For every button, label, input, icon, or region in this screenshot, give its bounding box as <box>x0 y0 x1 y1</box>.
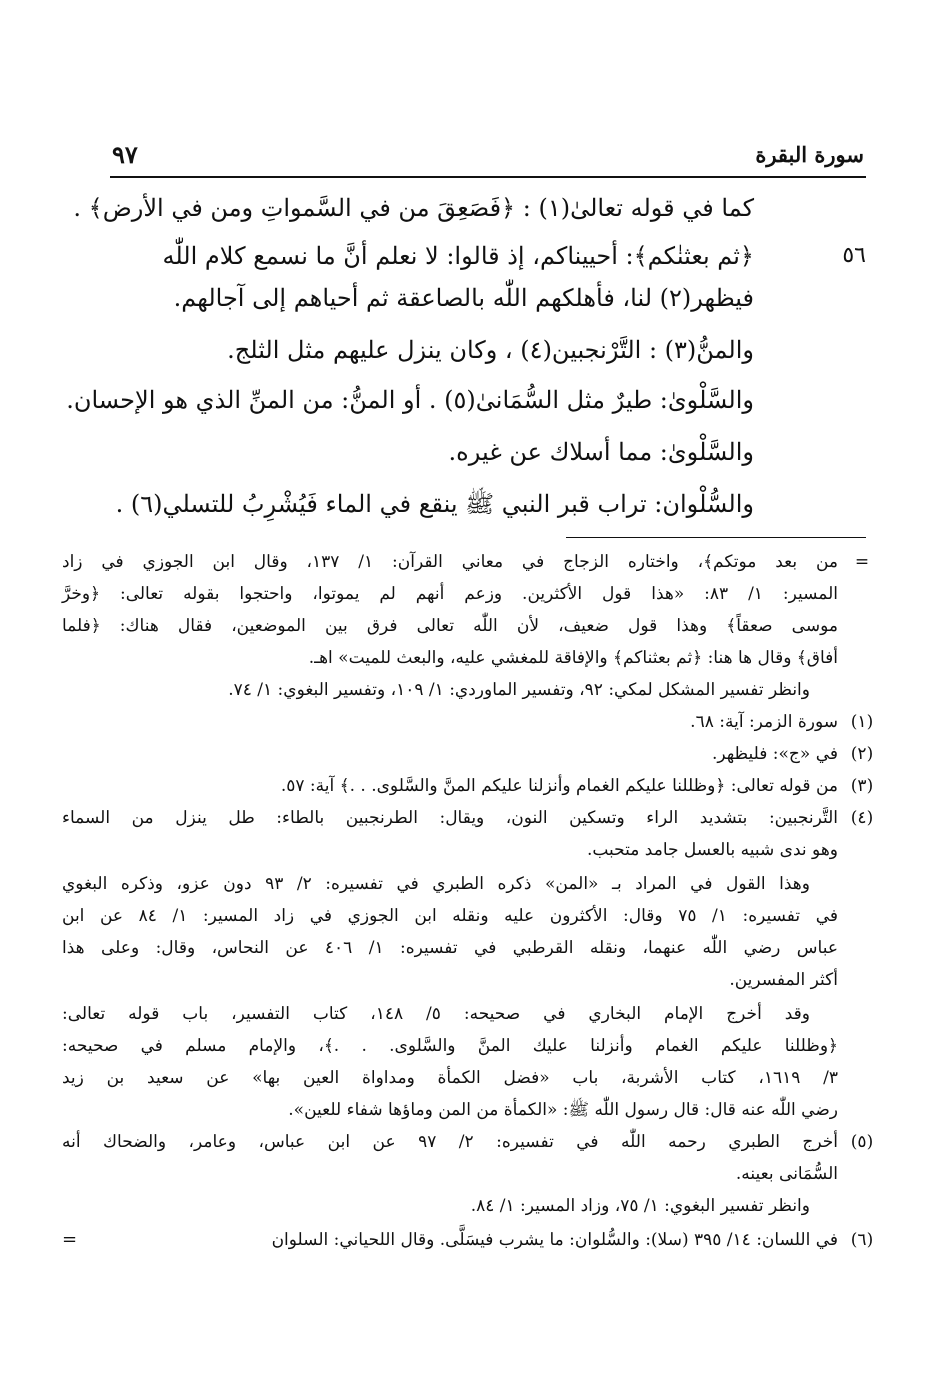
main-line <box>66 380 866 420</box>
header-rule <box>110 176 866 178</box>
footnote-line <box>62 642 880 674</box>
running-header <box>112 142 864 176</box>
footnote-text: وهو ندى شبيه بالعسل جامد متحبب. <box>586 840 838 860</box>
footnote-line <box>62 1126 880 1158</box>
footnote-text: في اللسان: ١٤/ ٣٩٥ (سلا): والسُّلوان: ما يشرب فيسَلَّى. وقال اللحياني: السلوان <box>271 1230 838 1250</box>
footnote-line <box>62 674 880 706</box>
main-line-text: والسُّلْوان: تراب قبر النبي ﷺ ينقع في الماء فَيُشْرِبُ للتسلي(٦) . <box>115 490 754 518</box>
surah-title: سورة البقرة <box>755 142 864 167</box>
footnote-line <box>62 770 880 802</box>
footnote-line <box>62 1224 880 1256</box>
main-line <box>110 484 866 524</box>
footnote-text: السُّمَانى بعينه. <box>735 1164 838 1184</box>
footnote-line <box>62 578 880 610</box>
verse-number: ٥٦ <box>842 243 866 268</box>
footnote-marker: (٥) <box>850 1132 874 1152</box>
footnote-line <box>62 802 880 834</box>
footnote-line <box>62 1190 880 1222</box>
footnote-text: سورة الزمر: آية: ٦٨. <box>690 712 838 732</box>
footnote-line <box>62 706 880 738</box>
footnote-text: في «ج»: فليظهر. <box>711 744 838 764</box>
main-line-text: والمنُّ(٣) : التَّرْنجبين(٤) ، وكان ينزل عليهم مثل الثلج. <box>227 336 754 364</box>
footnote-line <box>62 546 880 578</box>
main-line-text: والسَّلْوىٰ: مما أسلاك عن غيره. <box>448 438 754 466</box>
footnote-text: أكثر المفسرين. <box>729 970 838 990</box>
footnote-marker: (٣) <box>850 776 874 796</box>
footnote-line <box>62 834 880 866</box>
footnote-line <box>62 1030 880 1062</box>
main-line-text: كما في قوله تعالىٰ(١) : ﴿فَصَعِقَ من في السَّمواتِ ومن في الأرض﴾ . <box>73 194 754 222</box>
footnote-text: رضي اللّٰه عنه قال: قال رسول اللّٰه ﷺ: «الكمأة من المن وماؤها شفاء للعين». <box>288 1100 838 1120</box>
footnote-line <box>62 998 880 1030</box>
main-line-text: والسَّلْوىٰ: طيرٌ مثل السُّمَانىٰ(٥) . أو المنُّ: من المنِّ الذي هو الإحسان. <box>66 386 754 414</box>
main-line-text: ﴿ثم بعثنٰكم﴾: أحييناكم، إذ قالوا: لا نعلم أنَّ ما نسمع كلام اللّٰه <box>162 242 754 270</box>
footnote-text: وقد أخرج الإمام البخاري في صحيحه: ٥/ ١٤٨، كتاب التفسير، باب قوله تعالى: <box>62 1004 810 1024</box>
footnote-marker: (٢) <box>850 744 874 764</box>
footnote-text: ٣/ ١٦١٩، كتاب الأشربة، باب «فضل الكمأة ومداواة العين بها» عن سعيد بن زيد <box>62 1068 838 1088</box>
footnote-line <box>62 738 880 770</box>
main-line <box>110 330 866 370</box>
main-line-text: فيظهر(٢) لنا، فأهلكهم اللّٰه بالصاعقة ثم أحياهم إلى آجالهم. <box>173 284 754 312</box>
footnote-marker: (١) <box>850 712 874 732</box>
footnote-text: عباس رضي اللّٰه عنهما، ونقله القرطبي في تفسيره: ١/ ٤٠٦ عن النحاس، وقال: وعلى هذا <box>62 938 838 958</box>
continuation-mark: = <box>62 1229 78 1250</box>
footnote-marker: (٤) <box>850 808 874 828</box>
footnote-text: من قوله تعالى: ﴿وظللنا عليكم الغمام وأنزلنا عليكم المنَّ والسَّلوى. . .﴾ آية: ٥٧. <box>280 776 838 796</box>
footnote-text: وانظر تفسير المشكل لمكي: ٩٢، وتفسير الماوردي: ١/ ١٠٩، وتفسير البغوي: ١/ ٧٤. <box>228 680 810 700</box>
page-number: ٩٧ <box>112 140 138 169</box>
footnote-text: التَّرنجبين: بتشديد الراء وتسكين النون، ويقال: الطرنجبين بالطاء: طل ينزل من السماء <box>62 808 838 828</box>
footnote-text: المسير: ١/ ٨٣: «هذا قول الأكثرين. وزعم أنهم لم يموتوا، واحتجوا بقوله تعالى: ﴿وخرَّ <box>62 584 838 604</box>
footnote-text: أخرج الطبري رحمه اللّٰه في تفسيره: ٢/ ٩٧ عن ابن عباس، وعامر، والضحاك أنه <box>62 1132 838 1152</box>
footnote-text: وهذا القول في المراد بـ «المن» ذكره الطبري في تفسيره: ٢/ ٩٣ دون عزو، وذكره البغوي <box>62 874 810 894</box>
footnote-line <box>62 932 880 964</box>
main-line <box>110 432 866 472</box>
footnote-text: موسى صعقاً﴾ وهذا قول ضعيف، لأن اللّٰه تعالى فرق بين الموضعين، فقال هناك: ﴿فلما <box>62 616 838 636</box>
footnote-text: في تفسيره: ١/ ٧٥ وقال: الأكثرون عليه ونقله ابن الجوزي في زاد المسير: ١/ ٨٤ عن ابن <box>62 906 839 926</box>
footnote-line <box>62 610 880 642</box>
footnote-separator <box>566 537 866 538</box>
main-line <box>110 278 866 318</box>
main-line <box>73 188 866 228</box>
footnote-text: وانظر تفسير البغوي: ١/ ٧٥، وزاد المسير: ١/ ٨٤. <box>470 1196 810 1216</box>
footnote-line <box>62 868 880 900</box>
footnote-marker: = <box>854 552 870 572</box>
footnote-text: ﴿وظللنا عليكم الغمام وأنزلنا عليك المنَّ والسَّلوى. . .﴾، والإمام مسلم في صحيحه: <box>62 1036 838 1056</box>
footnote-line <box>62 964 880 996</box>
footnote-marker: (٦) <box>850 1230 874 1250</box>
footnote-line <box>62 1062 880 1094</box>
footnote-text: أفاق﴾ وقال ها هنا: ﴿ثم بعثناكم﴾ والإفاقة للمغشي عليه، والبعث للميت» اهـ. <box>308 648 838 668</box>
footnote-text: من بعد موتكم﴾، واختاره الزجاج في معاني القرآن: ١/ ١٣٧، وقال ابن الجوزي في زاد <box>62 552 838 572</box>
footnote-line <box>62 1158 880 1190</box>
footnote-line <box>62 900 880 932</box>
footnote-line <box>62 1094 880 1126</box>
main-line <box>110 236 866 276</box>
